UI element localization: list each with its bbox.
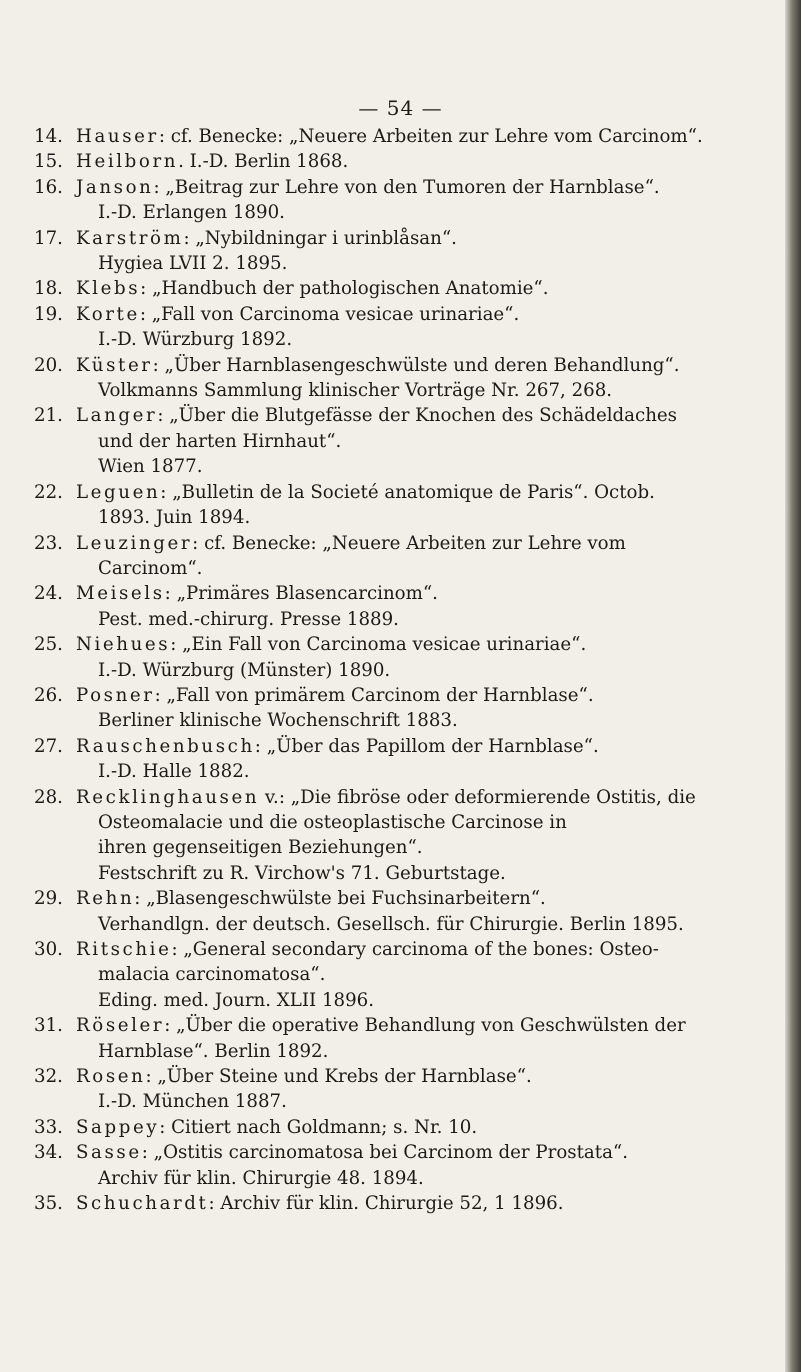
reference-item	[34, 480, 784, 531]
reference-text: Verhandlgn. der deutsch. Gesellsch. für Chirurgie. Berlin 1895.	[98, 913, 684, 935]
reference-text: : cf. Benecke: „Neuere Arbeiten zur Lehre vom	[192, 532, 626, 554]
reference-number: 32.	[34, 1066, 63, 1088]
reference-text: : „Bulletin de la Societé anatomique de Paris“. Octob.	[160, 481, 655, 503]
reference-number: 14.	[34, 126, 63, 147]
reference-author: Karström	[76, 227, 184, 249]
reference-number: 19.	[34, 303, 63, 325]
reference-number: 34.	[34, 1142, 63, 1164]
reference-number: 15.	[34, 151, 63, 173]
reference-item	[34, 175, 784, 226]
reference-text: : cf. Benecke: „Neuere Arbeiten zur Lehre vom Carcinom“.	[158, 126, 703, 147]
reference-line	[34, 531, 784, 556]
reference-item	[34, 785, 784, 887]
reference-line	[34, 886, 784, 911]
reference-line	[34, 785, 784, 810]
reference-line	[34, 581, 784, 606]
reference-line	[34, 124, 784, 149]
reference-line	[34, 200, 784, 225]
reference-line	[34, 353, 784, 378]
reference-line	[34, 708, 784, 733]
reference-text: I.-D. Würzburg 1892.	[98, 329, 293, 351]
reference-item	[34, 1191, 784, 1216]
reference-line	[34, 683, 784, 708]
reference-text: : „Fall von primärem Carcinom der Harnblase“.	[154, 684, 594, 706]
reference-line	[34, 835, 784, 860]
reference-author: Küster	[76, 354, 153, 376]
reference-number: 18.	[34, 278, 63, 300]
reference-line	[34, 759, 784, 784]
reference-text: Osteomalacie und die osteoplastische Carcinose in	[98, 811, 567, 833]
reference-text: : „General secondary carcinoma of the bones: Osteo-	[171, 939, 659, 960]
reference-number: 25.	[34, 634, 63, 656]
reference-line	[34, 429, 784, 454]
reference-text: : „Nybildningar i urinblåsan“.	[183, 227, 457, 249]
reference-line	[34, 149, 784, 174]
reference-author: Posner	[76, 684, 155, 706]
reference-text: : „Über die Blutgefässe der Knochen des Schädeldaches	[157, 405, 678, 427]
reference-line	[34, 403, 784, 428]
reference-line	[34, 226, 784, 251]
reference-text: : „Beitrag zur Lehre von den Tumoren der Harnblase“.	[153, 176, 660, 198]
reference-author: Niehues	[76, 634, 171, 656]
reference-line	[34, 1064, 784, 1089]
reference-text: Volkmanns Sammlung klinischer Vorträge Nr. 267, 268.	[98, 380, 613, 402]
reference-item	[34, 1115, 784, 1140]
reference-text: : „Fall von Carcinoma vesicae urinariae“.	[139, 303, 520, 325]
reference-number: 33.	[34, 1116, 63, 1138]
reference-line	[34, 607, 784, 632]
reference-text: Harnblase“. Berlin 1892.	[98, 1040, 329, 1062]
reference-text: : „Primäres Blasencarcinom“.	[164, 583, 438, 605]
reference-line	[34, 1039, 784, 1064]
reference-author: Janson	[76, 176, 154, 198]
reference-line	[34, 327, 784, 352]
reference-line	[34, 1166, 784, 1191]
reference-author: Rehn	[76, 888, 135, 910]
reference-text: I.-D. Würzburg (Münster) 1890.	[98, 659, 391, 681]
reference-text: I.-D. Erlangen 1890.	[98, 202, 285, 224]
reference-author: Recklinghausen	[76, 786, 260, 808]
reference-item	[34, 276, 784, 301]
reference-item	[34, 734, 784, 785]
reference-text: . I.-D. Berlin 1868.	[178, 151, 349, 173]
reference-text: Pest. med.-chirurg. Presse 1889.	[98, 608, 399, 630]
reference-text: v.: „Die fibröse oder deformierende Ostitis, die	[259, 786, 696, 808]
reference-item	[34, 226, 784, 277]
reference-number: 22.	[34, 481, 63, 503]
reference-line	[34, 480, 784, 505]
reference-number: 23.	[34, 532, 63, 554]
reference-number: 20.	[34, 354, 63, 376]
reference-line	[34, 1140, 784, 1165]
reference-item	[34, 886, 784, 937]
scanned-page-edge	[785, 0, 801, 1372]
reference-text: : „Ostitis carcinomatosa bei Carcinom der Prostata“.	[141, 1142, 629, 1164]
reference-text: : „Ein Fall von Carcinoma vesicae urinariae“.	[170, 634, 587, 656]
reference-item	[34, 632, 784, 683]
reference-number: 28.	[34, 786, 63, 808]
reference-number: 26.	[34, 684, 63, 706]
reference-line	[34, 632, 784, 657]
reference-author: Röseler	[76, 1015, 165, 1037]
reference-item	[34, 937, 784, 1013]
reference-line	[34, 276, 784, 301]
reference-item	[34, 403, 784, 479]
reference-author: Schuchardt	[76, 1193, 209, 1215]
reference-author: Korte	[76, 303, 140, 325]
reference-line	[34, 962, 784, 987]
reference-author: Sasse	[76, 1142, 142, 1164]
reference-line	[34, 734, 784, 759]
reference-line	[34, 1115, 784, 1140]
reference-line	[34, 378, 784, 403]
reference-line	[34, 988, 784, 1013]
reference-text: malacia carcinomatosa“.	[98, 964, 326, 986]
reference-number: 29.	[34, 888, 63, 910]
reference-line	[34, 251, 784, 276]
reference-author: Rauschenbusch	[76, 735, 255, 757]
reference-line	[34, 1089, 784, 1114]
reference-author: Sappey	[76, 1116, 160, 1138]
reference-line	[34, 175, 784, 200]
reference-text: Berliner klinische Wochenschrift 1883.	[98, 710, 458, 732]
reference-text: I.-D. Halle 1882.	[98, 761, 250, 783]
reference-line	[34, 1013, 784, 1038]
reference-text: ihren gegenseitigen Beziehungen“.	[98, 837, 423, 859]
reference-line	[34, 912, 784, 937]
reference-number: 35.	[34, 1193, 63, 1215]
reference-text: Carcinom“.	[98, 557, 203, 579]
reference-text: und der harten Hirnhaut“.	[98, 430, 342, 452]
reference-item	[34, 149, 784, 174]
page-number: — 54 —	[358, 96, 443, 120]
reference-item	[34, 1140, 784, 1191]
reference-text: : „Über die operative Behandlung von Geschwülsten der	[164, 1015, 686, 1037]
reference-item	[34, 124, 784, 149]
reference-line	[34, 1191, 784, 1216]
reference-author: Heilborn	[76, 151, 179, 173]
reference-author: Leguen	[76, 481, 161, 503]
reference-item	[34, 353, 784, 404]
reference-line	[34, 454, 784, 479]
reference-item	[34, 302, 784, 353]
reference-item	[34, 581, 784, 632]
reference-text: : „Über das Papillom der Harnblase“.	[254, 735, 599, 757]
reference-line	[34, 810, 784, 835]
reference-item	[34, 531, 784, 582]
reference-text: : Citiert nach Goldmann; s. Nr. 10.	[159, 1116, 478, 1138]
reference-number: 16.	[34, 176, 63, 198]
reference-line	[34, 861, 784, 886]
reference-text: : „Blasengeschwülste bei Fuchsinarbeitern“.	[134, 888, 546, 910]
reference-text: 1893. Juin 1894.	[98, 507, 251, 529]
reference-item	[34, 1064, 784, 1115]
reference-line	[34, 658, 784, 683]
reference-author: Hauser	[76, 126, 159, 147]
reference-text: Festschrift zu R. Virchow's 71. Geburtstage.	[98, 862, 506, 884]
reference-line	[34, 505, 784, 530]
reference-number: 21.	[34, 405, 63, 427]
reference-author: Langer	[76, 405, 158, 427]
reference-author: Rosen	[76, 1066, 146, 1088]
reference-number: 30.	[34, 939, 63, 960]
reference-number: 24.	[34, 583, 63, 605]
reference-text: : „Über Harnblasengeschwülste und deren Behandlung“.	[152, 354, 680, 376]
reference-text: : Archiv für klin. Chirurgie 52, 1 1896.	[208, 1193, 564, 1215]
reference-text: Archiv für klin. Chirurgie 48. 1894.	[98, 1167, 424, 1189]
reference-number: 17.	[34, 227, 63, 249]
reference-number: 27.	[34, 735, 63, 757]
reference-item	[34, 683, 784, 734]
reference-text: Wien 1877.	[98, 456, 203, 478]
reference-text: Eding. med. Journ. XLII 1896.	[98, 989, 375, 1011]
reference-author: Meisels	[76, 583, 165, 605]
reference-text: : „Handbuch der pathologischen Anatomie“.	[140, 278, 549, 300]
reference-line	[34, 302, 784, 327]
reference-author: Klebs	[76, 278, 141, 300]
reference-author: Ritschie	[76, 939, 172, 960]
reference-number: 31.	[34, 1015, 63, 1037]
reference-text: : „Über Steine und Krebs der Harnblase“.	[145, 1066, 532, 1088]
reference-list	[34, 124, 784, 1216]
reference-author: Leuzinger	[76, 532, 193, 554]
reference-item	[34, 1013, 784, 1064]
reference-line	[34, 937, 784, 962]
reference-text: I.-D. München 1887.	[98, 1091, 287, 1113]
reference-text: Hygiea LVII 2. 1895.	[98, 253, 288, 275]
reference-line	[34, 556, 784, 581]
